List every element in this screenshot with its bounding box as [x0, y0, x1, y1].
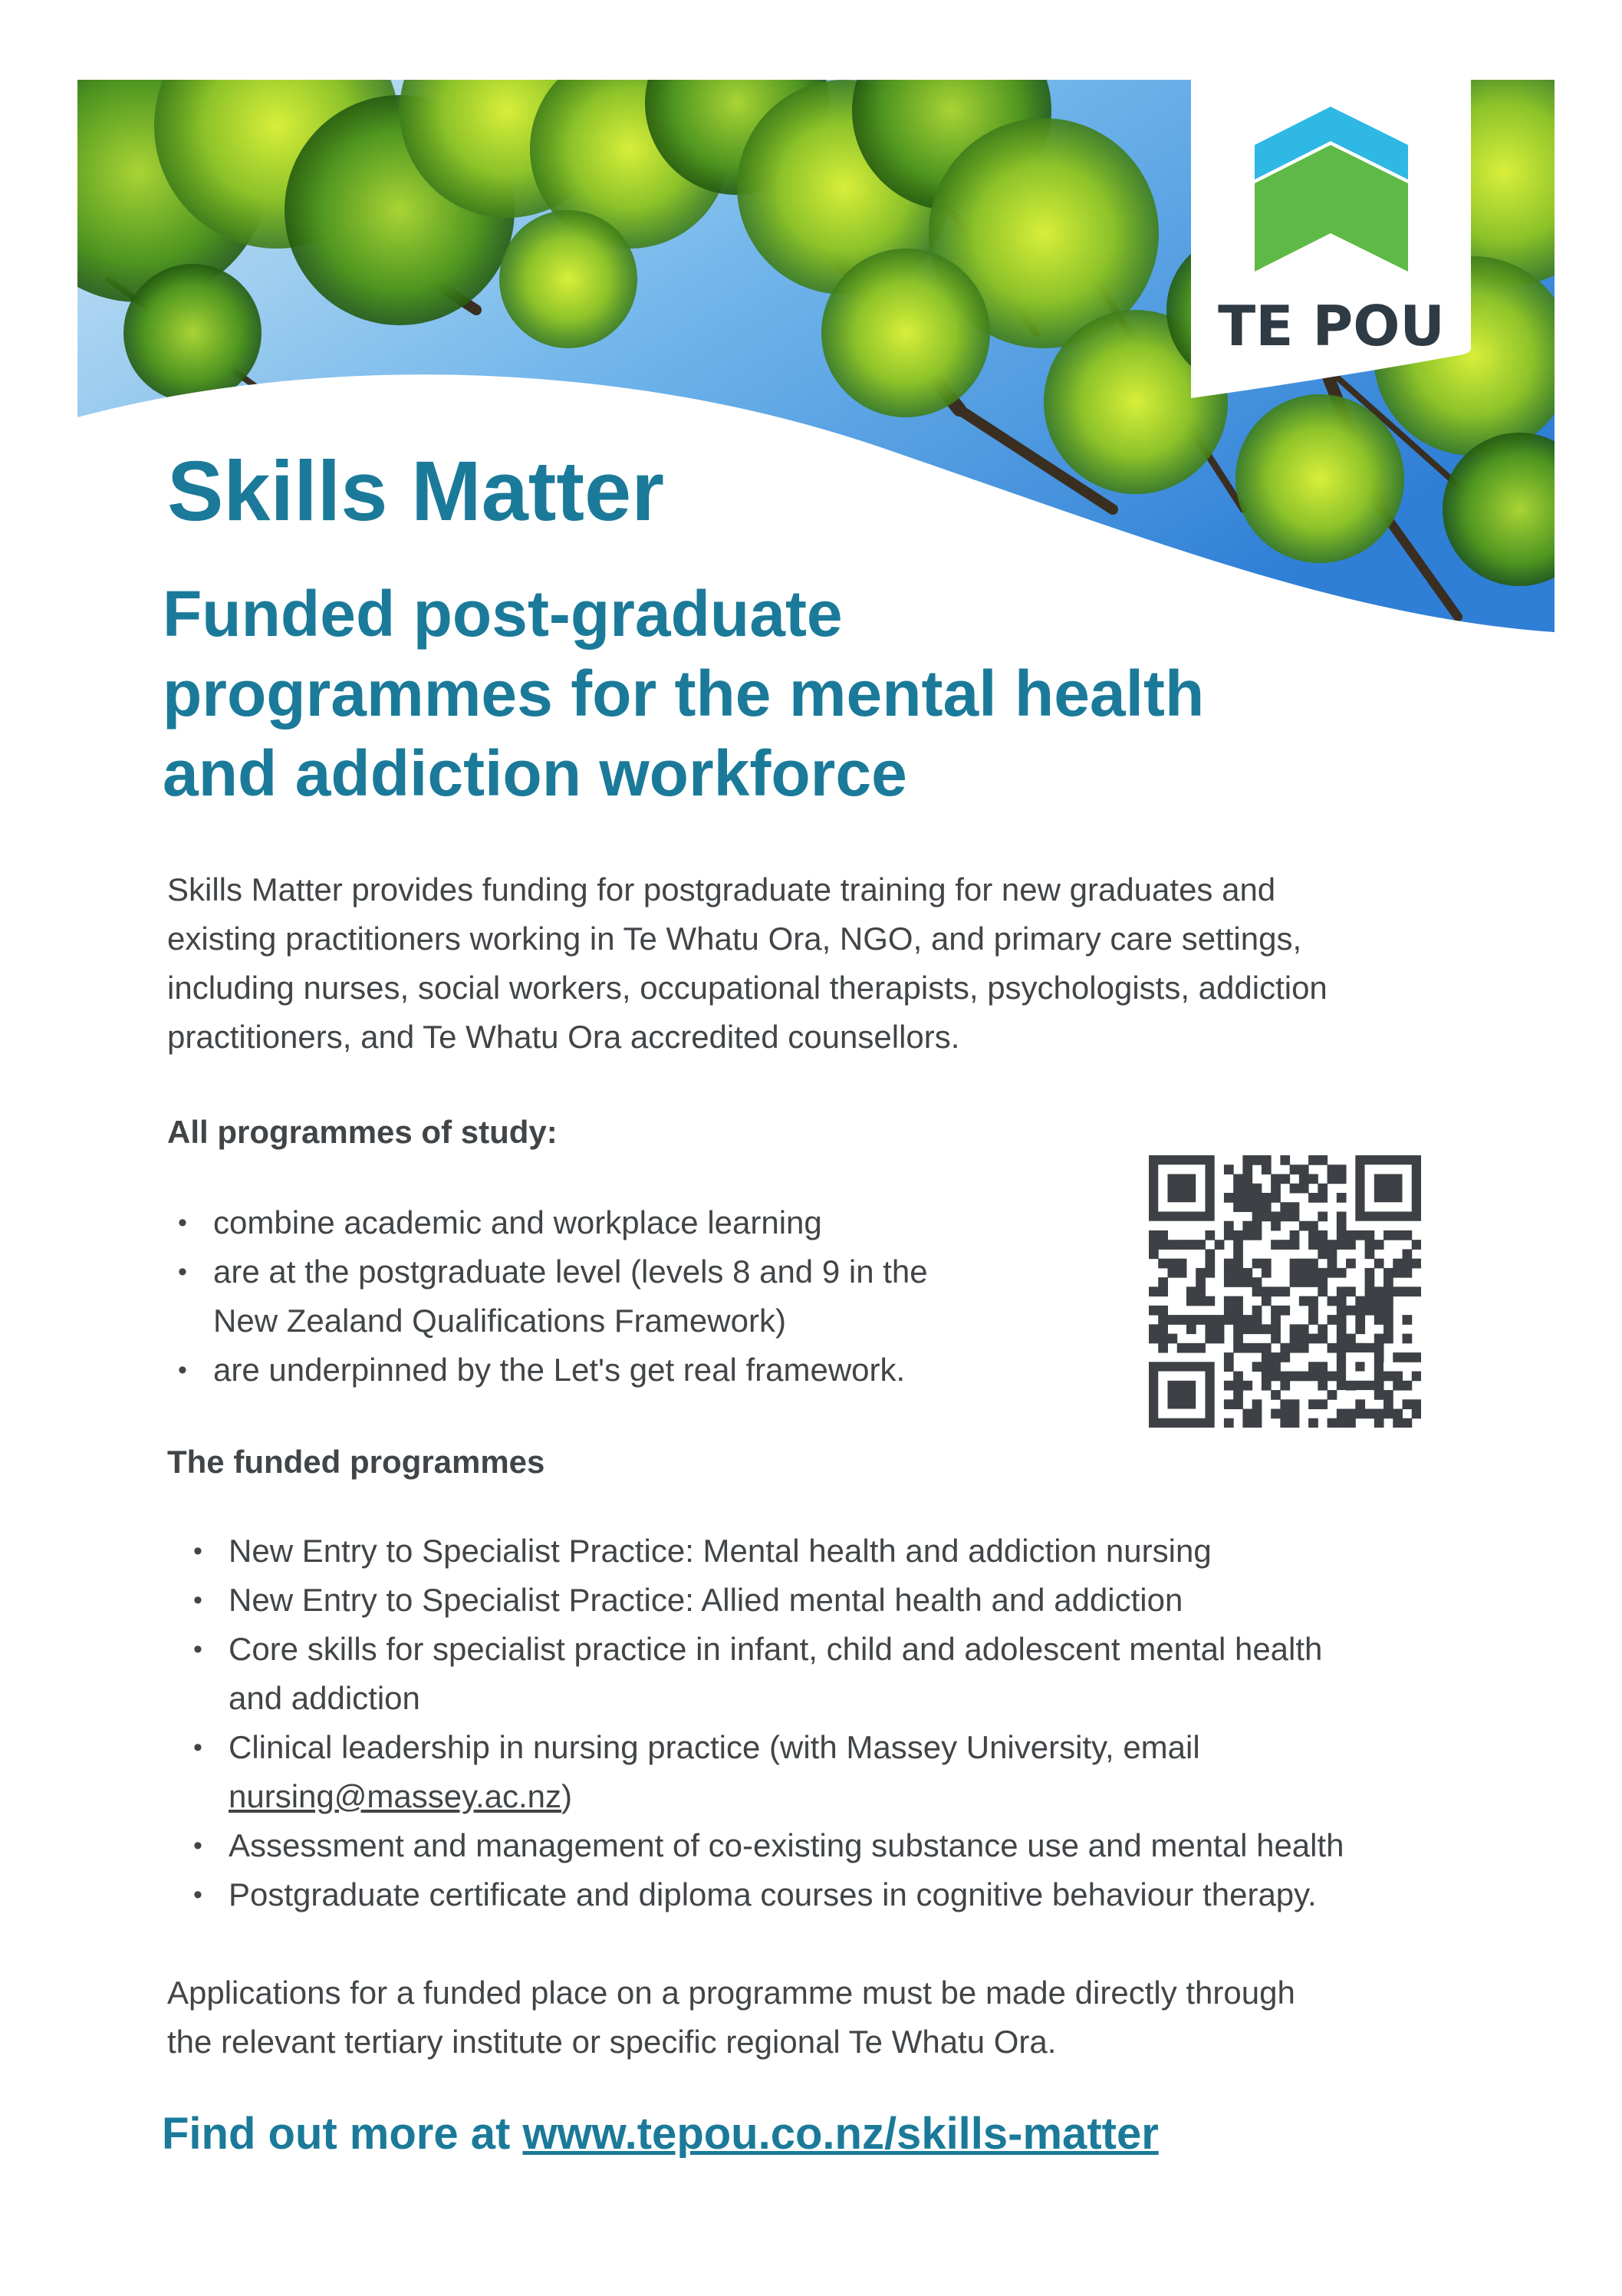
list-item-text: • combine academic and workplace learning	[213, 1204, 822, 1240]
study-heading: All programmes of study:	[167, 1114, 558, 1150]
list-item	[183, 1576, 1540, 1625]
list-item-text: • New Entry to Specialist Practice: Allied mental health and addiction	[229, 1582, 1183, 1618]
intro-paragraph	[167, 865, 1525, 1062]
list-item	[183, 1625, 1540, 1723]
list-item-text: • Core skills for specialist practice in infant, child and adolescent mental health	[229, 1631, 1323, 1667]
qr-code[interactable]	[1149, 1155, 1421, 1428]
funded-list	[183, 1527, 1540, 1919]
email-link[interactable]: nursing@massey.ac.nz	[229, 1778, 562, 1814]
cta-prefix: Find out more at	[162, 2109, 523, 2159]
list-item-text: • are underpinned by the Let's get real framework.	[213, 1352, 906, 1388]
list-item-text: • New Entry to Specialist Practice: Mental health and addiction nursing	[229, 1533, 1212, 1569]
list-item-text: • Assessment and management of co-existing substance use and mental health	[229, 1827, 1344, 1863]
te-pou-logo	[1191, 80, 1471, 398]
intro-line: including nurses, social workers, occupational therapists, psychologists, addiction	[167, 970, 1328, 1006]
list-item-text: New Zealand Qualifications Framework)	[213, 1303, 786, 1339]
intro-line: Skills Matter provides funding for postgraduate training for new graduates and	[167, 871, 1276, 908]
subtitle	[163, 574, 1313, 813]
list-item-text: and addiction	[229, 1680, 420, 1716]
intro-line: existing practitioners working in Te Whatu Ora, NGO, and primary care settings,	[167, 921, 1302, 957]
subtitle-line: and addiction workforce	[163, 737, 907, 809]
list-item	[167, 1247, 1087, 1346]
subtitle-line: programmes for the mental health	[163, 657, 1205, 730]
list-item	[183, 1870, 1540, 1919]
intro-line: practitioners, and Te Whatu Ora accredited counsellors.	[167, 1019, 960, 1055]
logo-text: TE POU	[1218, 294, 1445, 358]
call-to-action	[162, 2108, 1159, 2159]
list-item	[167, 1346, 1087, 1395]
funded-heading: The funded programmes	[167, 1444, 545, 1480]
page-title: Skills Matter	[167, 444, 665, 539]
list-item	[167, 1198, 1087, 1247]
list-item	[183, 1821, 1540, 1870]
study-list	[167, 1198, 1087, 1395]
list-item-text	[229, 1772, 1540, 1821]
closing-paragraph	[167, 1968, 1525, 2067]
subtitle-line: Funded post-graduate	[163, 578, 843, 650]
list-item-text: • Clinical leadership in nursing practice (with Massey University, email	[229, 1729, 1200, 1765]
list-item	[183, 1723, 1540, 1821]
list-item	[183, 1527, 1540, 1576]
closing-line: Applications for a funded place on a programme must be made directly through	[167, 1975, 1295, 2011]
website-link[interactable]: www.tepou.co.nz/skills-matter	[522, 2109, 1159, 2159]
list-item-text: • Postgraduate certificate and diploma courses in cognitive behaviour therapy.	[229, 1876, 1317, 1912]
closing-line: the relevant tertiary institute or specific regional Te Whatu Ora.	[167, 2024, 1057, 2060]
list-item-text: • are at the postgraduate level (levels 8 and 9 in the	[213, 1253, 928, 1290]
list-item-text: )	[561, 1778, 573, 1814]
